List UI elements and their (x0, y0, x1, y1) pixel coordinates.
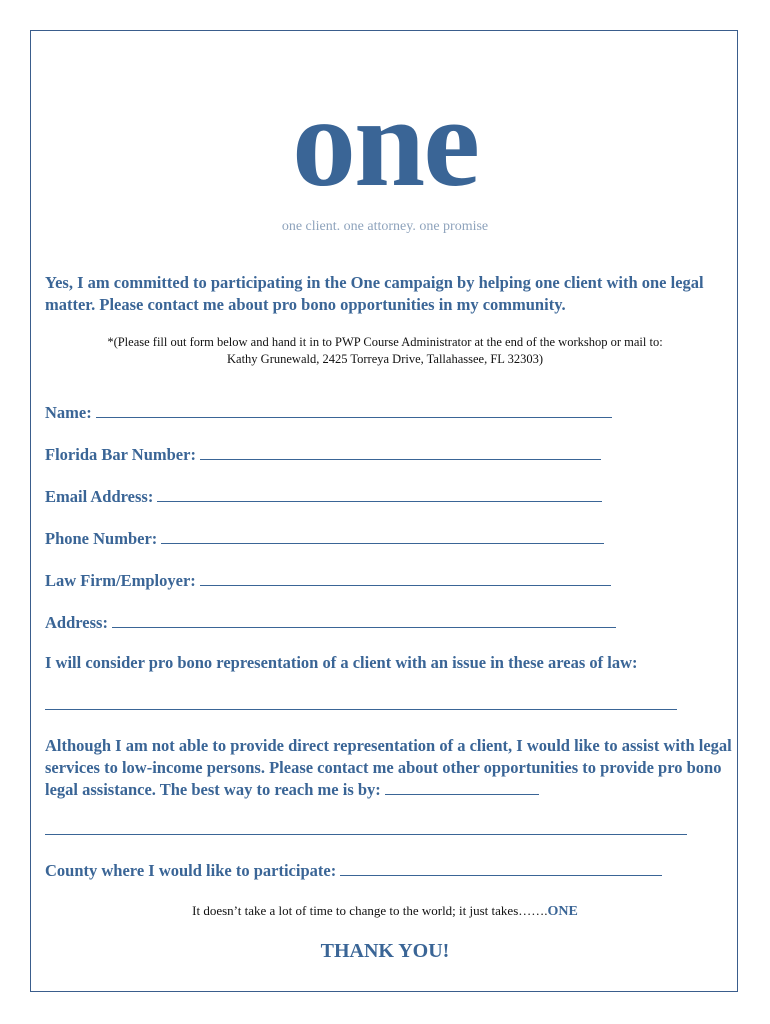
instructions-line-1: *(Please fill out form below and hand it in to PWP Course Administrator at the end of the workshop or mail to: (107, 335, 663, 349)
assist-paragraph (45, 735, 735, 801)
address-field[interactable] (45, 612, 616, 634)
one-logo: one (292, 71, 478, 213)
assist-paragraph-text: Although I am not able to provide direct representation of a client, I would like to assist with legal services to low-income persons. Please contact me about other opportunities to provide pro bono legal assistance. The best way to reach me is by: (45, 736, 732, 799)
bar-number-field[interactable] (45, 444, 601, 466)
areas-of-law-label: I will consider pro bono representation of a client with an issue in these areas of law: (45, 653, 638, 672)
address-label: Address: (45, 613, 108, 632)
closing-one: ONE (547, 904, 578, 919)
contact-method-blank[interactable] (385, 780, 539, 795)
county-field[interactable] (45, 860, 662, 882)
county-blank[interactable] (340, 861, 662, 876)
email-field[interactable] (45, 486, 602, 508)
bar-number-blank[interactable] (200, 445, 601, 460)
name-label: Name: (45, 403, 92, 422)
name-blank[interactable] (96, 403, 612, 418)
email-label: Email Address: (45, 487, 154, 506)
phone-label: Phone Number: (45, 529, 158, 548)
closing-text: It doesn’t take a lot of time to change to the world; it just takes……. (192, 903, 548, 918)
commitment-statement: Yes, I am committed to participating in the One campaign by helping one client with one legal matter. Please contact me about pro bono opportunities in my community. (45, 273, 704, 314)
areas-of-law-blank[interactable] (45, 709, 677, 710)
thank-you: THANK YOU! (320, 940, 450, 962)
county-label: County where I would like to participate: (45, 861, 337, 880)
bar-number-label: Florida Bar Number: (45, 445, 196, 464)
phone-field[interactable] (45, 528, 604, 550)
email-blank[interactable] (157, 487, 602, 502)
phone-blank[interactable] (161, 529, 604, 544)
employer-field[interactable] (45, 570, 611, 592)
employer-label: Law Firm/Employer: (45, 571, 196, 590)
name-field[interactable] (45, 402, 612, 424)
logo-tagline: one client. one attorney. one promise (281, 219, 489, 234)
address-blank[interactable] (112, 613, 616, 628)
contact-method-blank-2[interactable] (45, 834, 687, 835)
instructions (50, 334, 720, 368)
closing-line (0, 903, 770, 920)
instructions-address: Kathy Grunewald, 2425 Torreya Drive, Tallahassee, FL 32303) (227, 352, 543, 366)
employer-blank[interactable] (200, 571, 611, 586)
